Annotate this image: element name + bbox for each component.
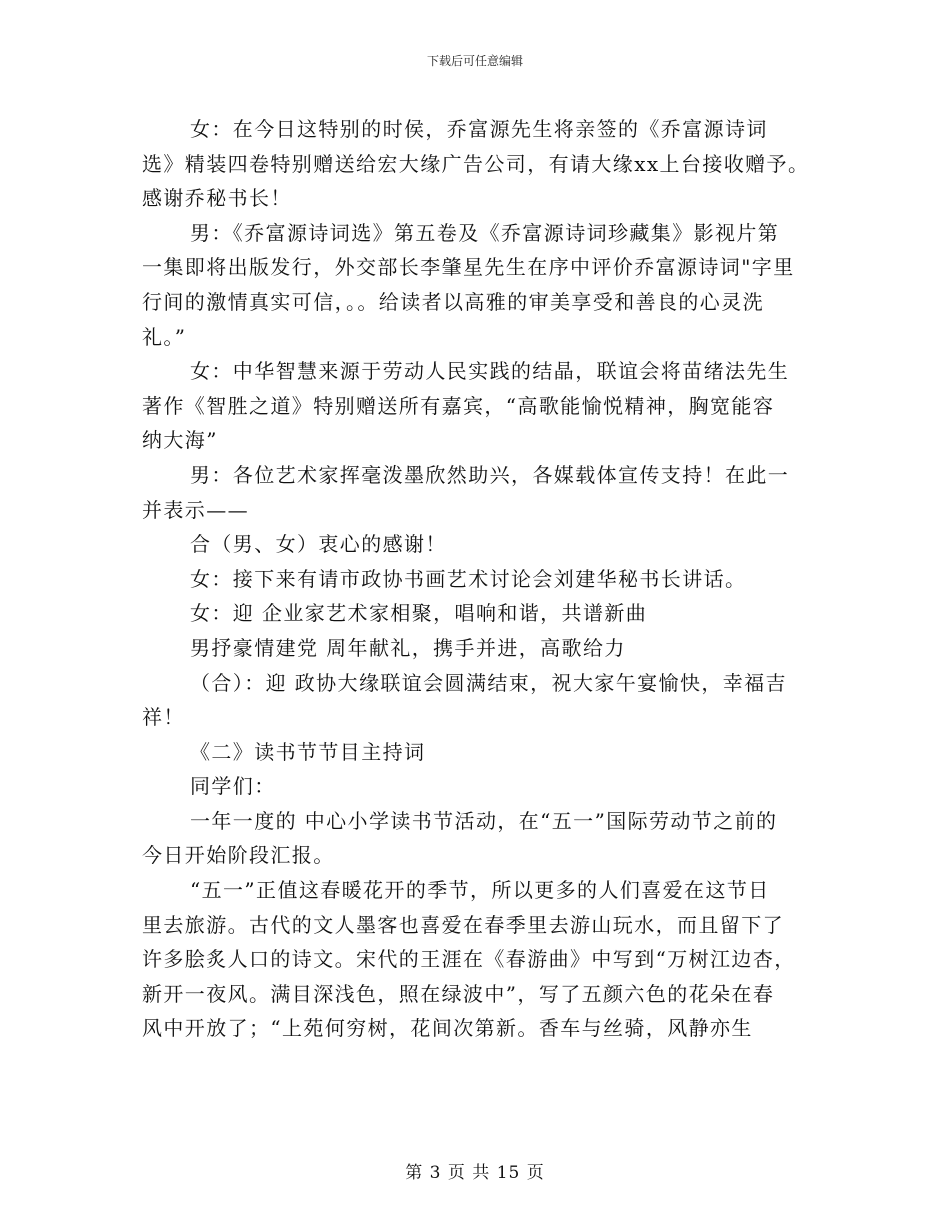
paragraph: [142, 562, 822, 597]
text-line: 男抒豪情建党 周年献礼，携手并进，高歌给力: [190, 635, 626, 660]
text-line: 纳大海”: [142, 428, 218, 453]
paragraph: [142, 735, 822, 770]
text-line: 一年一度的 中心小学读书节活动，在“五一”国际劳动节之前的: [190, 808, 778, 833]
text-line: 并表示——: [142, 497, 249, 522]
paragraph: [142, 769, 822, 804]
text-line: 女：在今日这特别的时侯，乔富源先生将亲签的《乔富源诗词: [190, 117, 768, 141]
paragraph: [142, 631, 822, 666]
text-line: （合）：迎 政协大缘联谊会圆满结束，祝大家午宴愉快，幸福吉: [190, 670, 787, 695]
paragraph: [142, 804, 822, 873]
text-line: 男：各位艺术家挥毫泼墨欣然助兴，各媒载体宣传支持！在此一: [190, 462, 790, 487]
text-line: 女：中华智慧来源于劳动人民实践的结晶，联谊会将苗绪法先生: [190, 359, 790, 384]
text-line: 选》精装四卷特别赠送给宏大缘广告公司，有请大缘xx上台接收赠予。: [142, 151, 810, 176]
text-line: 感谢乔秘书长！: [142, 186, 292, 211]
paragraph: [142, 596, 822, 631]
document-body: [142, 112, 822, 1046]
text-line: 女：迎 企业家艺术家相聚，唱响和谐，共谱新曲: [190, 601, 648, 626]
paragraph: [142, 873, 822, 1046]
text-line: “五一”正值这春暖花开的季节，所以更多的人们喜爱在这节日: [190, 878, 770, 903]
page-number-footer: 第 3 页 共 15 页: [405, 1163, 545, 1183]
text-line: 一集即将出版发行，外交部长李肇星先生在序中评价乔富源诗词"字里: [142, 255, 795, 280]
text-line: 风中开放了；“上苑何穷树，花间次第新。香车与丝骑，风静亦生: [142, 1016, 753, 1041]
text-line: 著作《智胜之道》特别赠送所有嘉宾，“高歌能愉悦精神，胸宽能容: [142, 393, 775, 418]
text-line: 同学们：: [190, 774, 276, 799]
text-line: 女：接下来有请市政协书画艺术讨论会刘建华秘书长讲话。: [190, 566, 747, 591]
paragraph: [142, 666, 822, 735]
text-line: 新开一夜风。满目深浅色，照在绿波中”，写了五颜六色的花朵在春: [142, 981, 775, 1006]
text-line: 今日开始阶段汇报。: [142, 843, 335, 868]
text-line: 合（男、女）衷心的感谢！: [190, 532, 447, 557]
text-line: 行间的激情真实可信，。。给读者以高雅的审美享受和善良的心灵洗: [142, 289, 764, 314]
paragraph: [142, 112, 822, 216]
text-line: 许多脍炙人口的诗文。宋代的王涯在《春游曲》中写到“万树江边杏，: [142, 947, 796, 972]
text-line: 里去旅游。古代的文人墨客也喜爱在春季里去游山玩水，而且留下了: [142, 912, 784, 937]
paragraph: [142, 527, 822, 562]
paragraph: [142, 458, 822, 527]
text-line: 礼。”: [142, 324, 187, 349]
paragraph: [142, 354, 822, 458]
paragraph: [142, 216, 822, 354]
page-header: 下载后可任意编辑: [426, 54, 523, 68]
text-line: 男：《乔富源诗词选》第五卷及《乔富源诗词珍藏集》影视片第: [190, 220, 780, 245]
text-line: 《二》读书节节目主持词: [190, 739, 426, 764]
text-line: 祥！: [142, 705, 185, 730]
